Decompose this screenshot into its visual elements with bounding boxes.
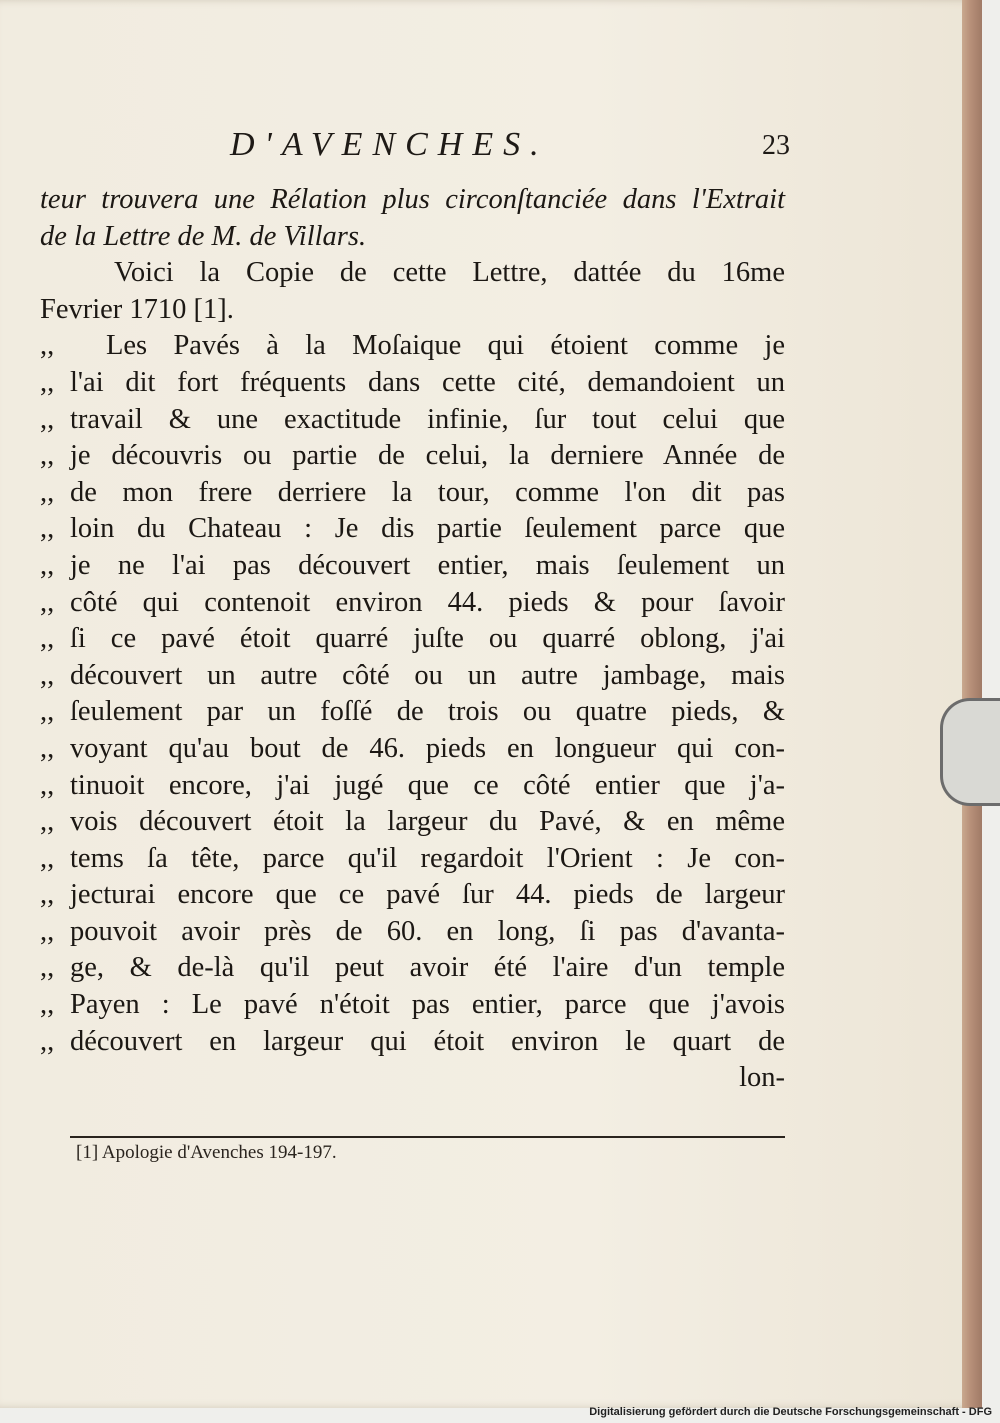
text-line — [40, 804, 785, 841]
text-line — [40, 987, 785, 1024]
quote-mark: ,, — [40, 366, 55, 398]
line-content: loin du Chateau : Je dis partie ſeulement parce que — [70, 513, 785, 545]
line-content: vois découvert étoit la largeur du Pavé, & en même — [70, 806, 785, 838]
text-line — [40, 950, 785, 987]
digitization-credit: Digitalisierung gefördert durch die Deutsche Forschungsgemeinschaft - DFG — [589, 1406, 992, 1418]
quote-mark: ,, — [40, 476, 55, 508]
quote-mark: ,, — [40, 623, 55, 655]
page-number: 23 — [762, 130, 790, 161]
footnote-rule — [70, 1136, 785, 1138]
quote-mark: ,, — [40, 806, 55, 838]
line-content: Payen : Le pavé n'étoit pas entier, parce que j'avois — [70, 989, 785, 1021]
quote-mark: ,, — [40, 330, 55, 362]
line-content: pouvoit avoir près de 60. en long, ſi pas d'avanta- — [70, 915, 785, 947]
text-line — [40, 877, 785, 914]
line-content: ſeulement par un foſſé de trois ou quatre pieds, & — [70, 696, 785, 728]
text-line — [40, 365, 785, 402]
text-line — [40, 621, 785, 658]
quote-mark: ,, — [40, 842, 55, 874]
line-content: je découvris ou partie de celui, la derniere Année de — [70, 440, 785, 472]
line-content: je ne l'ai pas découvert entier, mais ſeulement un — [70, 549, 785, 581]
text-line — [40, 658, 785, 695]
quote-mark: ,, — [40, 952, 55, 984]
line-content: voyant qu'au bout de 46. pieds en longueur qui con- — [70, 732, 785, 764]
line-content: l'ai dit fort fréquents dans cette cité, demandoient un — [70, 366, 785, 398]
text-line — [40, 731, 785, 768]
quote-mark: ,, — [40, 769, 55, 801]
text-line — [40, 768, 785, 805]
text-line — [40, 585, 785, 622]
catchword: lon- — [739, 1062, 785, 1094]
text-line — [40, 548, 785, 585]
footnote: [1] Apologie d'Avenches 194-197. — [76, 1142, 337, 1163]
text-line: teur trouvera une Rélation plus circonſtanciée dans l'Extrait — [40, 184, 785, 215]
line-content: tinuoit encore, j'ai jugé que ce côté entier que j'a- — [70, 769, 785, 801]
page-clip — [940, 698, 1000, 806]
quote-mark: ,, — [40, 915, 55, 947]
text-line — [40, 694, 785, 731]
quote-mark: ,, — [40, 586, 55, 618]
text-line — [40, 402, 785, 439]
line-content: ge, & de-là qu'il peut avoir été l'aire d'un temple — [70, 952, 785, 984]
line-content: ſi ce pavé étoit quarré juſte ou quarré oblong, j'ai — [70, 623, 785, 655]
quote-mark: ,, — [40, 549, 55, 581]
quote-mark: ,, — [40, 403, 55, 435]
quote-mark: ,, — [40, 696, 55, 728]
running-head: D'AVENCHES. — [230, 126, 549, 163]
quote-mark: ,, — [40, 440, 55, 472]
text-line — [40, 475, 785, 512]
quote-mark: ,, — [40, 513, 55, 545]
text-line — [40, 841, 785, 878]
quote-mark: ,, — [40, 659, 55, 691]
text-line — [40, 914, 785, 951]
text-line: Fevrier 1710 [1]. — [40, 293, 234, 325]
text-line — [40, 511, 785, 548]
quote-mark: ,, — [40, 879, 55, 911]
body-text — [40, 182, 785, 1097]
quote-mark: ,, — [40, 989, 55, 1021]
line-content: découvert en largeur qui étoit environ le quart de — [70, 1025, 785, 1057]
line-content: jecturai encore que ce pavé ſur 44. pieds de largeur — [70, 879, 785, 911]
text-line — [40, 328, 785, 365]
text-line: de la Lettre de M. de Villars. — [40, 220, 367, 252]
line-content: découvert un autre côté ou un autre jambage, mais — [70, 659, 785, 691]
quote-mark: ,, — [40, 1025, 55, 1057]
text-line — [40, 438, 785, 475]
line-content: Les Pavés à la Moſaique qui étoient comme je — [106, 330, 785, 362]
line-content: côté qui contenoit environ 44. pieds & pour ſavoir — [70, 586, 785, 618]
text-line: Voici la Copie de cette Lettre, dattée du 16me — [114, 257, 785, 289]
quote-mark: ,, — [40, 732, 55, 764]
text-line — [40, 1024, 785, 1061]
page-header — [230, 126, 790, 166]
line-content: travail & une exactitude infinie, ſur tout celui que — [70, 403, 785, 435]
line-content: de mon frere derriere la tour, comme l'on dit pas — [70, 476, 785, 508]
line-content: tems ſa tête, parce qu'il regardoit l'Orient : Je con- — [70, 842, 785, 874]
